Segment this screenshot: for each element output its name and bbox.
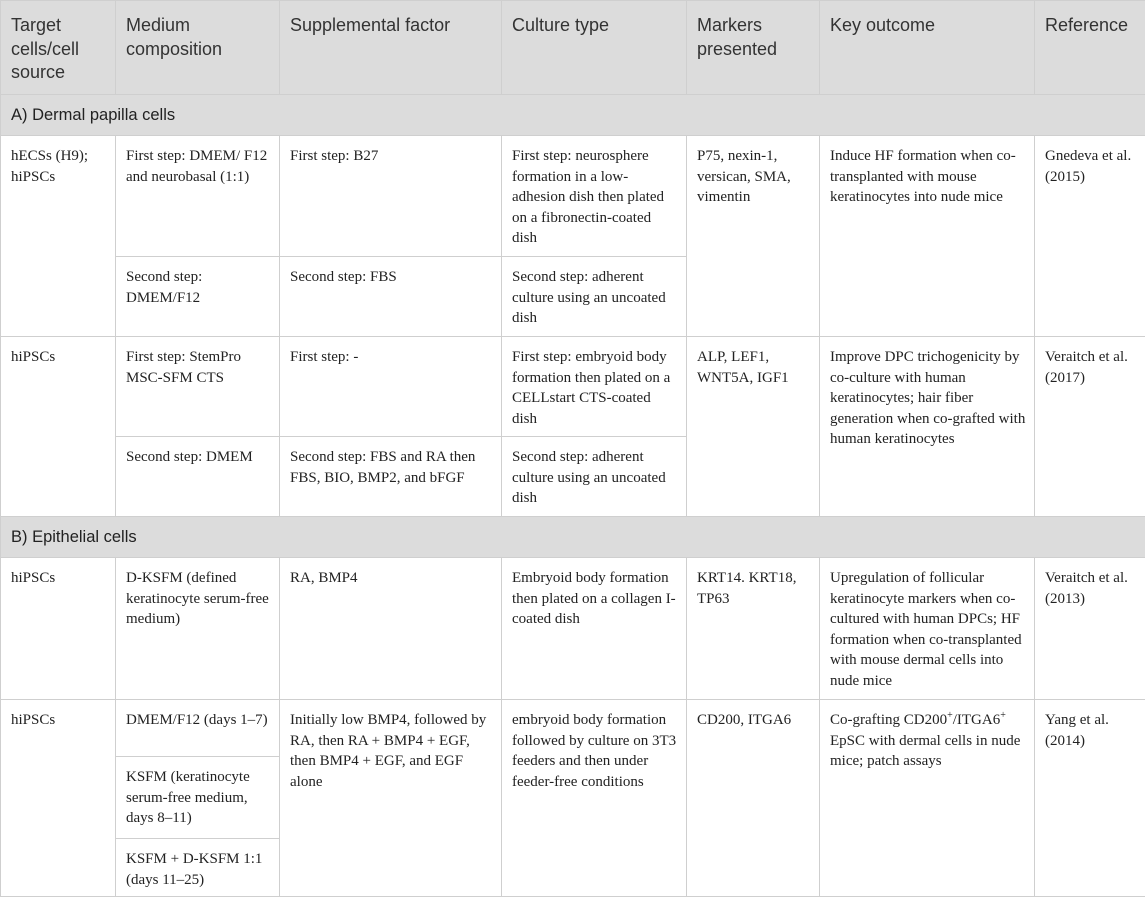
medium-cell: DMEM/F12 (days 1–7) (116, 700, 280, 757)
supplement-cell: RA, BMP4 (280, 558, 502, 700)
reference-cell: Gnedeva et al. (2015) (1035, 136, 1145, 337)
header-target-cells: Target cells/cell source (1, 1, 116, 95)
table-row (1, 337, 1145, 437)
reference-cell: Veraitch et al. (2017) (1035, 337, 1145, 517)
header-key-outcome: Key outcome (820, 1, 1035, 95)
culture-cell: First step: embryoid body formation then plated on a CELLstart CTS-coated dish (502, 337, 687, 437)
markers-cell: CD200, ITGA6 (687, 700, 820, 897)
markers-cell: P75, nexin-1, versican, SMA, vimentin (687, 136, 820, 337)
outcome-cell: Induce HF formation when co-transplanted with mouse keratinocytes into nude mice (820, 136, 1035, 337)
reference-cell: Veraitch et al. (2013) (1035, 558, 1145, 700)
section-row-epithelial (1, 517, 1145, 558)
outcome-superscript-1: + (947, 710, 953, 721)
supplement-cell: Second step: FBS (280, 257, 502, 337)
culture-cell: Second step: adherent culture using an uncoated dish (502, 257, 687, 337)
culture-cell: Embryoid body formation then plated on a collagen I-coated dish (502, 558, 687, 700)
medium-cell: KSFM (keratinocyte serum-free medium, days 8–11) (116, 757, 280, 839)
outcome-text-3: EpSC with dermal cells in nude mice; patch assays (830, 732, 1021, 770)
markers-cell: KRT14. KRT18, TP63 (687, 558, 820, 700)
header-markers-presented: Markers presented (687, 1, 820, 95)
header-medium-composition: Medium composition (116, 1, 280, 95)
medium-cell: KSFM + D-KSFM 1:1 (days 11–25) (116, 839, 280, 897)
supplement-cell: First step: - (280, 337, 502, 437)
medium-cell: First step: StemPro MSC-SFM CTS (116, 337, 280, 437)
target-cell: hiPSCs (1, 700, 116, 897)
medium-cell: D-KSFM (defined keratinocyte serum-free medium) (116, 558, 280, 700)
outcome-superscript-2: + (1000, 710, 1006, 721)
section-label: B) Epithelial cells (1, 517, 1145, 558)
table-row (1, 558, 1145, 700)
section-label: A) Dermal papilla cells (1, 95, 1145, 136)
header-supplemental-factor: Supplemental factor (280, 1, 502, 95)
culture-cell: Second step: adherent culture using an uncoated dish (502, 437, 687, 517)
culture-cell: First step: neurosphere formation in a low-adhesion dish then plated on a fibronectin-coated dish (502, 136, 687, 257)
table-row (1, 136, 1145, 257)
header-culture-type: Culture type (502, 1, 687, 95)
outcome-text-1: Co-grafting CD200 (830, 712, 948, 728)
target-cell: hiPSCs (1, 558, 116, 700)
table-row (1, 700, 1145, 757)
outcome-cell: Upregulation of follicular keratinocyte markers when co-cultured with human DPCs; HF formation when co-transplanted with mouse dermal cells into nude mice (820, 558, 1035, 700)
reference-cell: Yang et al. (2014) (1035, 700, 1145, 897)
header-reference: Reference (1035, 1, 1145, 95)
supplement-cell: Initially low BMP4, followed by RA, then RA + BMP4 + EGF, then BMP4 + EGF, and EGF alone (280, 700, 502, 897)
target-cell: hiPSCs (1, 337, 116, 517)
outcome-cell: Improve DPC trichogenicity by co-culture with human keratinocytes; hair fiber generation when co-grafted with human keratinocytes (820, 337, 1035, 517)
header-row (1, 1, 1145, 95)
medium-cell: Second step: DMEM (116, 437, 280, 517)
supplement-cell: Second step: FBS and RA then FBS, BIO, BMP2, and bFGF (280, 437, 502, 517)
culture-cell: embryoid body formation followed by culture on 3T3 feeders and then under feeder-free conditions (502, 700, 687, 897)
markers-cell: ALP, LEF1, WNT5A, IGF1 (687, 337, 820, 517)
section-row-dermal-papilla (1, 95, 1145, 136)
supplement-cell: First step: B27 (280, 136, 502, 257)
target-cell: hECSs (H9); hiPSCs (1, 136, 116, 337)
outcome-text-2: /ITGA6 (952, 712, 1001, 728)
medium-cell: First step: DMEM/ F12 and neurobasal (1:1) (116, 136, 280, 257)
medium-cell: Second step: DMEM/F12 (116, 257, 280, 337)
outcome-cell (820, 700, 1035, 897)
